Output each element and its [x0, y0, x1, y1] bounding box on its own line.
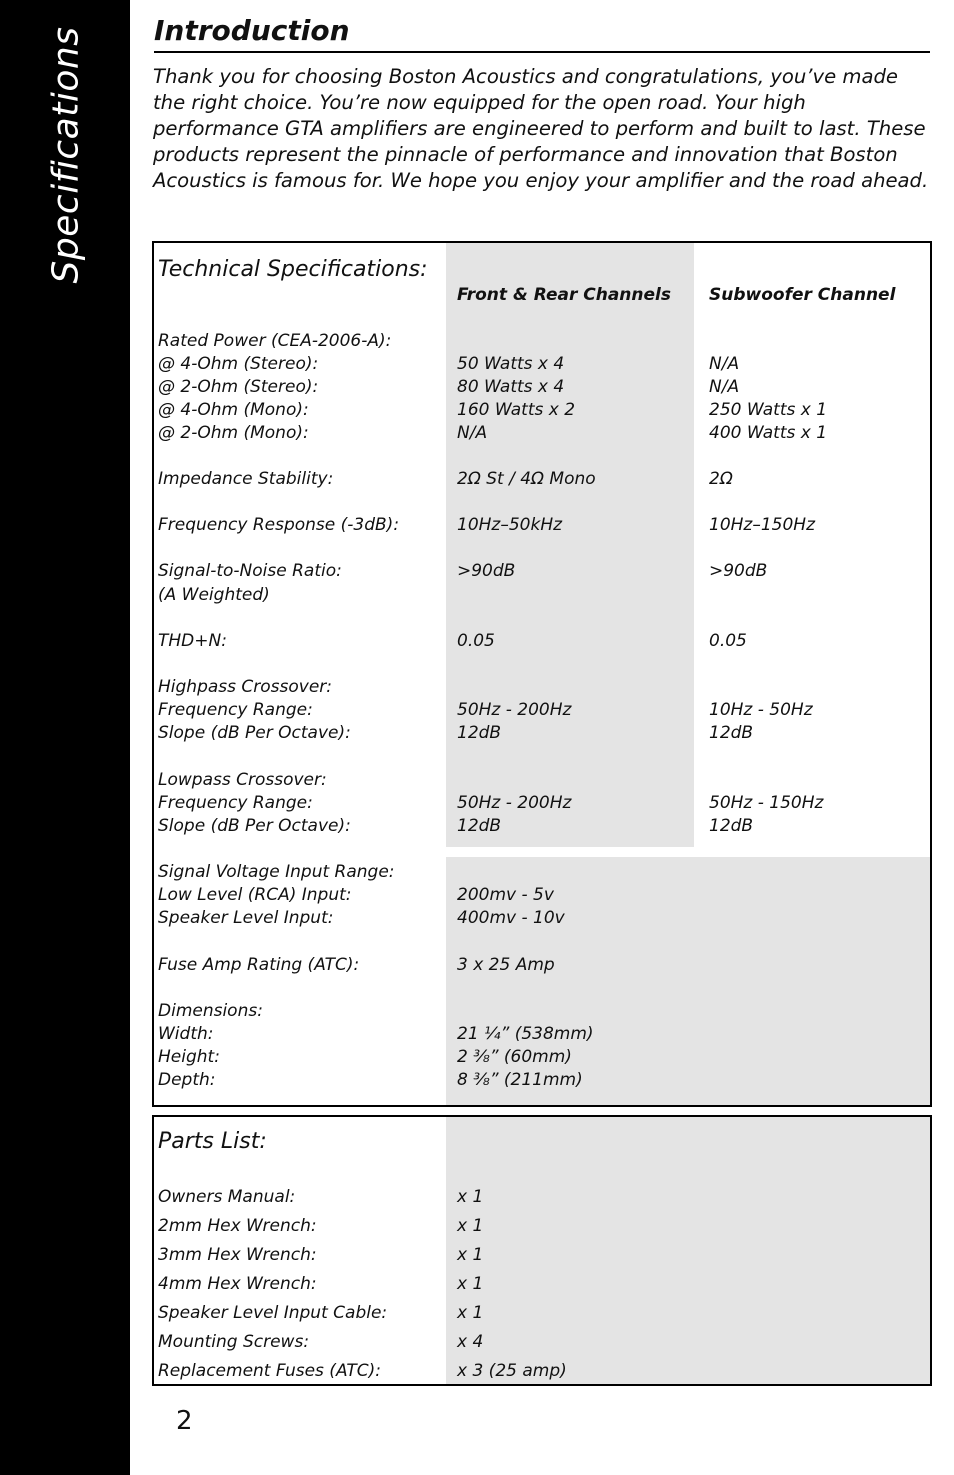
parts-list-table — [152, 1115, 932, 1386]
part-qty-cell: x 1 — [457, 1216, 484, 1236]
spec-label-cell: Slope (dB Per Octave): — [158, 816, 351, 836]
spec-sub-cell: 10Hz - 50Hz — [709, 700, 813, 720]
part-qty-cell: x 1 — [457, 1303, 484, 1323]
spec-front-cell: >90dB — [457, 561, 516, 581]
spec-sub-cell: 0.05 — [709, 631, 747, 651]
sidebar — [0, 0, 130, 1475]
title-divider — [154, 51, 930, 53]
spec-label-cell: @ 4-Ohm (Mono): — [158, 400, 309, 420]
spec-sub-cell: 50Hz - 150Hz — [709, 793, 824, 813]
spec-front-cell: 400mv - 10v — [457, 908, 565, 928]
spec-front-cell: 8 ⅜” (211mm) — [457, 1070, 583, 1090]
part-qty-cell: x 1 — [457, 1187, 484, 1207]
spec-sub-cell: 400 Watts x 1 — [709, 423, 828, 443]
part-label-cell: Replacement Fuses (ATC): — [158, 1361, 381, 1381]
parts-quantity-shading — [446, 1117, 930, 1384]
spec-label-cell: @ 4-Ohm (Stereo): — [158, 354, 319, 374]
part-label-cell: 2mm Hex Wrench: — [158, 1216, 317, 1236]
column-header-front-rear: Front & Rear Channels — [457, 285, 671, 305]
spec-label-cell: Signal-to-Noise Ratio: — [158, 561, 342, 581]
part-label-cell: Owners Manual: — [158, 1187, 296, 1207]
spec-label-cell: Frequency Response (-3dB): — [158, 515, 400, 535]
spec-front-cell: 0.05 — [457, 631, 495, 651]
spec-label-cell: Highpass Crossover: — [158, 677, 333, 697]
spec-label-cell: Frequency Range: — [158, 700, 313, 720]
section-tab-label: Specifications — [45, 26, 87, 284]
spec-label-cell: Low Level (RCA) Input: — [158, 885, 352, 905]
page-number: 2 — [176, 1406, 193, 1436]
spec-front-cell: 50 Watts x 4 — [457, 354, 565, 374]
part-label-cell: 3mm Hex Wrench: — [158, 1245, 317, 1265]
spec-sub-cell: 250 Watts x 1 — [709, 400, 828, 420]
spec-front-cell: 2 ⅜” (60mm) — [457, 1047, 572, 1067]
spec-sub-cell: >90dB — [709, 561, 768, 581]
spec-sub-cell: 10Hz–150Hz — [709, 515, 815, 535]
spec-label-cell: Impedance Stability: — [158, 469, 334, 489]
spec-front-cell: 12dB — [457, 816, 502, 836]
parts-list-title: Parts List: — [158, 1129, 267, 1154]
spec-label-cell: @ 2-Ohm (Stereo): — [158, 377, 319, 397]
spec-label-cell: Dimensions: — [158, 1001, 263, 1021]
part-label-cell: 4mm Hex Wrench: — [158, 1274, 317, 1294]
spec-sub-cell: 12dB — [709, 816, 754, 836]
spec-label-cell: Rated Power (CEA-2006-A): — [158, 331, 392, 351]
spec-label-cell: Height: — [158, 1047, 220, 1067]
spec-label-cell: Lowpass Crossover: — [158, 770, 327, 790]
spec-front-cell: 12dB — [457, 723, 502, 743]
spec-label-cell: Fuse Amp Rating (ATC): — [158, 955, 360, 975]
part-qty-cell: x 4 — [457, 1332, 484, 1352]
spec-front-cell: 21 ¼” (538mm) — [457, 1024, 594, 1044]
spec-label-cell: (A Weighted) — [158, 585, 270, 605]
part-label-cell: Speaker Level Input Cable: — [158, 1303, 388, 1323]
part-qty-cell: x 1 — [457, 1245, 484, 1265]
spec-sub-cell: 2Ω — [709, 469, 733, 489]
technical-specifications-table — [152, 241, 932, 1107]
spec-label-cell: Depth: — [158, 1070, 216, 1090]
specifications-title: Technical Specifications: — [158, 257, 428, 282]
spec-label-cell: Frequency Range: — [158, 793, 313, 813]
spec-label-cell: Width: — [158, 1024, 214, 1044]
front-rear-column-shading — [446, 243, 694, 847]
part-qty-cell: x 1 — [457, 1274, 484, 1294]
spec-sub-cell: N/A — [709, 377, 740, 397]
spec-label-cell: @ 2-Ohm (Mono): — [158, 423, 309, 443]
spec-front-cell: 80 Watts x 4 — [457, 377, 565, 397]
spec-front-cell: 2Ω St / 4Ω Mono — [457, 469, 596, 489]
spec-front-cell: 10Hz–50kHz — [457, 515, 563, 535]
column-header-subwoofer: Subwoofer Channel — [709, 285, 896, 305]
spec-label-cell: Speaker Level Input: — [158, 908, 334, 928]
spec-front-cell: 3 x 25 Amp — [457, 955, 555, 975]
spec-front-cell: N/A — [457, 423, 488, 443]
spec-front-cell: 50Hz - 200Hz — [457, 700, 572, 720]
spec-front-cell: 160 Watts x 2 — [457, 400, 576, 420]
spec-sub-cell: N/A — [709, 354, 740, 374]
part-label-cell: Mounting Screws: — [158, 1332, 310, 1352]
spec-sub-cell: 12dB — [709, 723, 754, 743]
spec-front-cell: 200mv - 5v — [457, 885, 554, 905]
spec-front-cell: 50Hz - 200Hz — [457, 793, 572, 813]
spec-label-cell: THD+N: — [158, 631, 227, 651]
spec-label-cell: Slope (dB Per Octave): — [158, 723, 351, 743]
part-qty-cell: x 3 (25 amp) — [457, 1361, 567, 1381]
spec-label-cell: Signal Voltage Input Range: — [158, 862, 395, 882]
page-title: Introduction — [154, 14, 350, 47]
intro-paragraph: Thank you for choosing Boston Acoustics and congratulations, you’ve made the right choice. You’re now equipped for the open road. Your high performance GTA amplifiers are engineered to perform and built to last. These products represent the pinnacle of performance and innovation that Boston Acoustics is famous for. We hope you enjoy your amplifier and the road ahead. — [153, 65, 929, 192]
